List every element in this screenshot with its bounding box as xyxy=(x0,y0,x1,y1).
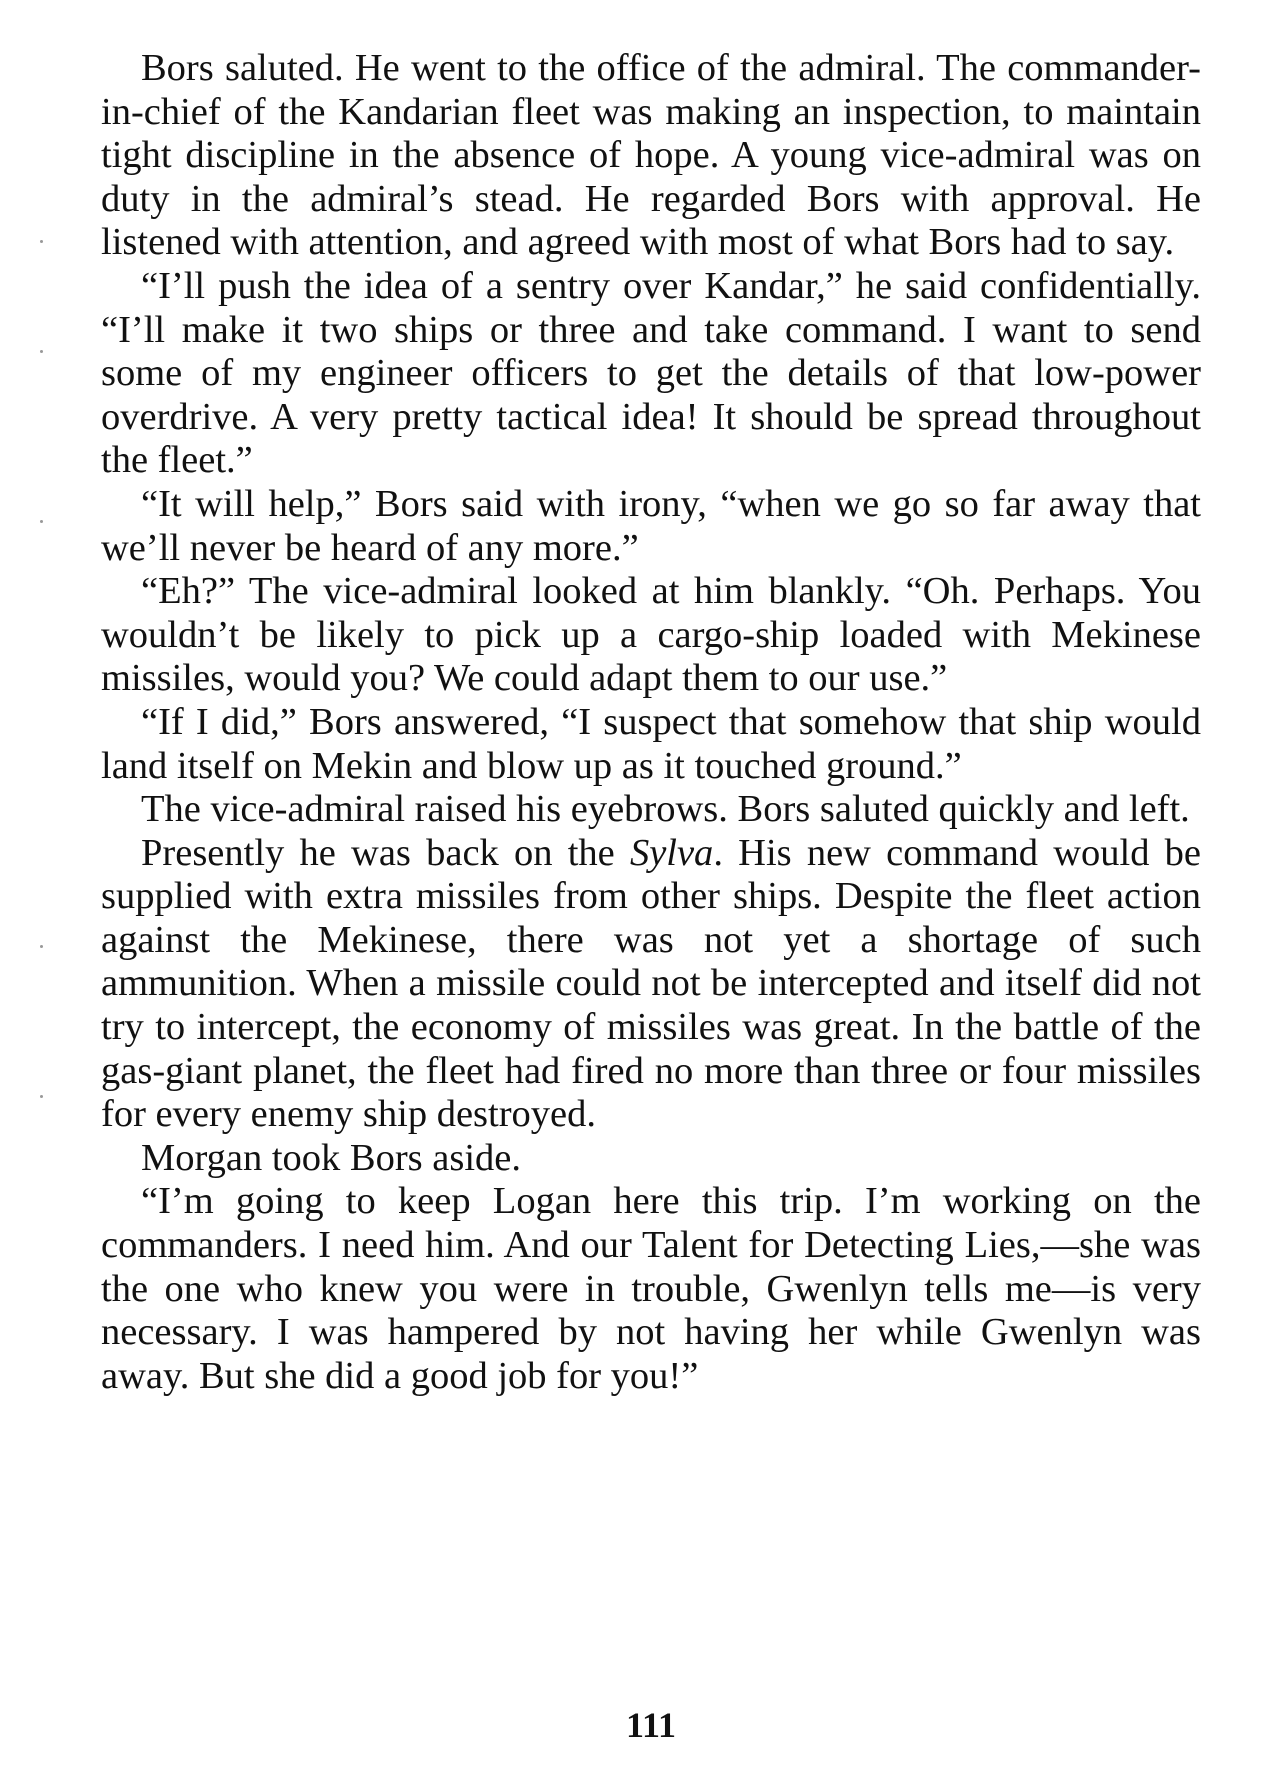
paragraph xyxy=(101,570,1201,701)
margin-speck xyxy=(40,240,43,243)
text-run: “I’m going to keep Logan here this trip. I’m working on the commanders. I need him. And our Talent for Detecting Lies,—she was the one who knew you were in trouble, Gwenlyn tells me—is very necessary. I was hampered by not having her while Gwenlyn was away. But she did a good job for you!” xyxy=(101,1180,1201,1397)
book-page xyxy=(101,47,1201,1787)
text-run: Bors saluted. He went to the office of the admiral. The commander-in-chief of the Kandarian fleet was making an inspection, to maintain tight discipline in the absence of hope. A young vice-admiral was on duty in the admiral’s stead. He regarded Bors with approval. He listened with attention, and agreed with most of what Bors had to say. xyxy=(101,47,1201,264)
text-run: “It will help,” Bors said with irony, “when we go so far away that we’ll never be heard of any more.” xyxy=(101,482,1201,569)
paragraph xyxy=(101,1137,1201,1181)
text-run: “I’ll push the idea of a sentry over Kandar,” he said confidentially. “I’ll make it two ships or three and take command. I want to send some of my engineer officers to get the details of that low-power overdrive. A very pretty tactical idea! It should be spread throughout the fleet.” xyxy=(101,264,1201,482)
page-number: 111 xyxy=(625,1705,677,1745)
paragraph xyxy=(101,1180,1201,1398)
paragraph xyxy=(101,265,1201,483)
text-run: “If I did,” Bors answered, “I suspect that somehow that ship would land itself on Mekin and blow up as it touched ground.” xyxy=(101,700,1201,787)
paragraph xyxy=(101,832,1201,1137)
paragraph xyxy=(101,788,1201,832)
paragraph xyxy=(101,483,1201,570)
text-run: . His new command would be supplied with extra missiles from other ships. Despite the fleet action against the Mekinese, there was not yet a shortage of such ammunition. When a missile could not be intercepted and itself did not try to intercept, the economy of missiles was great. In the battle of the gas-giant planet, the fleet had fired no more than three or four missiles for every enemy ship destroyed. xyxy=(101,831,1201,1136)
margin-speck xyxy=(40,945,43,948)
margin-speck xyxy=(40,520,43,523)
text-run: Morgan took Bors aside. xyxy=(141,1136,521,1179)
text-run: “Eh?” The vice-admiral looked at him blankly. “Oh. Perhaps. You wouldn’t be likely to pick up a cargo-ship loaded with Mekinese missiles, would you? We could adapt them to our use.” xyxy=(101,570,1201,700)
margin-speck xyxy=(40,350,43,353)
text-run: The vice-admiral raised his eyebrows. Bors saluted quickly and left. xyxy=(141,788,1190,831)
body-text xyxy=(101,47,1201,1398)
text-run: Presently he was back on the xyxy=(141,831,630,874)
ship-name-italic: Sylva xyxy=(629,831,714,874)
margin-speck xyxy=(40,1095,43,1098)
paragraph xyxy=(101,701,1201,788)
paragraph xyxy=(101,47,1201,265)
